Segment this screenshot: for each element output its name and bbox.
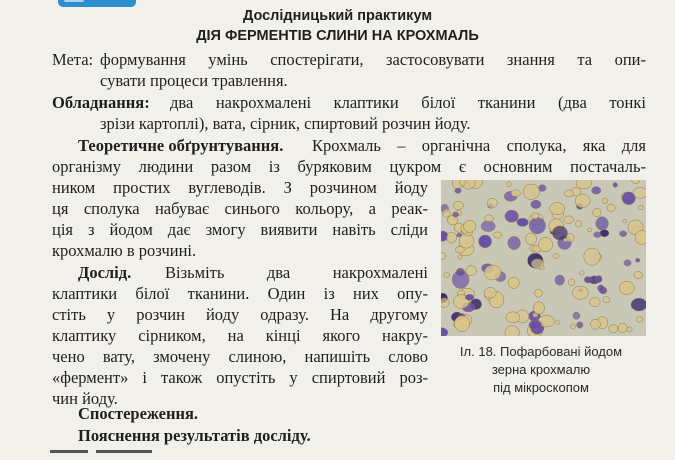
starch-granule	[441, 328, 448, 336]
starch-granule	[523, 184, 540, 199]
starch-granule	[458, 255, 462, 259]
starch-granule	[634, 272, 642, 279]
starch-micrograph-image	[441, 180, 646, 336]
theory-text-line3: ником простих вуглеводів. З розчином йоду	[52, 178, 428, 197]
theory-label: Теоретичне обґрунтування.	[78, 136, 284, 155]
starch-granule	[508, 277, 519, 288]
starch-granule	[592, 187, 601, 194]
starch-granule	[573, 312, 580, 319]
figure-caption-line1: Іл. 18. Пофарбовані йодом	[459, 344, 623, 359]
theory-text-line1: Крохмаль – органічна сполука, яка для	[312, 136, 646, 155]
starch-granule	[584, 248, 600, 265]
starch-granule	[465, 294, 474, 300]
theory-text-line4: ця сполука набуває синього кольору, а реак-	[52, 199, 428, 218]
starch-granule	[564, 190, 573, 197]
practicum-title: ДІЯ ФЕРМЕНТІВ СЛИНИ НА КРОХМАЛЬ	[196, 28, 479, 44]
starch-granule	[636, 258, 640, 262]
starch-granule	[443, 209, 451, 217]
starch-granule	[506, 312, 520, 323]
starch-granule	[455, 247, 464, 254]
theory-text-line2: організму людини разом із буряковим цукром є основним постачаль-	[52, 157, 646, 176]
starch-granule	[517, 218, 529, 226]
starch-granule	[603, 297, 610, 303]
starch-granule	[635, 230, 646, 244]
starch-granule	[607, 204, 615, 211]
starch-granule	[602, 198, 608, 204]
starch-granule	[531, 259, 544, 268]
experiment-text-line3: стіть у розчин йоду одразу. На другому	[52, 305, 428, 324]
starch-granule	[572, 286, 588, 299]
starch-granule	[529, 320, 542, 329]
starch-granule	[576, 220, 582, 227]
experiment-text-line2: клаптики білої тканини. Один із них опу-	[52, 284, 428, 303]
goal-label: Мета:	[52, 50, 94, 69]
starch-granule	[568, 279, 575, 286]
starch-granule	[577, 322, 583, 328]
starch-granule	[593, 208, 601, 216]
starch-granule	[457, 233, 462, 237]
starch-granule	[531, 200, 541, 208]
starch-granule	[598, 285, 605, 292]
starch-granule	[526, 233, 537, 245]
next-section-cutoff	[50, 450, 170, 460]
starch-granule	[441, 253, 446, 260]
starch-granule	[576, 180, 592, 189]
starch-granule	[453, 212, 459, 217]
starch-granule	[511, 190, 520, 197]
starch-granule	[538, 237, 552, 251]
theory-text-line6: крохмалю в розчині.	[52, 241, 197, 260]
starch-granule	[506, 182, 511, 187]
starch-granule	[618, 323, 627, 333]
equipment-text-line1: два накрохмалені клаптики білої тканини (два тонкі	[170, 93, 646, 112]
equipment-label: Обладнання:	[52, 93, 150, 112]
starch-granule	[481, 221, 495, 232]
starch-granule	[454, 316, 469, 332]
starch-granule	[505, 326, 520, 336]
starch-granule	[619, 281, 634, 294]
starch-granule	[594, 232, 602, 238]
experiment-text-line5: чено вату, змочену слиною, напишіть слово	[52, 347, 428, 366]
starch-granule	[485, 215, 494, 222]
starch-granule	[441, 298, 449, 307]
starch-granule	[638, 206, 644, 210]
starch-granule	[564, 216, 574, 224]
goal-text-line2: сувати процеси травлення.	[100, 71, 288, 90]
starch-granule	[596, 276, 602, 283]
theory-text-line5: ція з йодом дає змогу виявити навіть сліди	[52, 220, 428, 239]
starch-granule	[587, 228, 591, 232]
starch-granule	[453, 201, 463, 209]
starch-granule	[627, 327, 632, 332]
chapter-tab-marker	[58, 0, 136, 7]
starch-granule	[459, 180, 465, 186]
starch-granule	[556, 321, 560, 325]
experiment-text-line6: «фермент» і також опустіть у спиртовий роз-	[52, 368, 428, 387]
experiment-text-line7: чин йоду.	[52, 389, 118, 408]
starch-granule	[580, 271, 585, 276]
starch-granule	[494, 232, 502, 238]
starch-granule	[590, 298, 601, 307]
figure-caption-line3: під мікроскопом	[493, 380, 589, 395]
starch-granule	[552, 226, 567, 240]
goal-text-line1: формування умінь спостерігати, застосовувати знання та опи-	[100, 50, 646, 69]
explanation-heading: Пояснення результатів досліду.	[78, 426, 311, 445]
starch-granule	[622, 192, 635, 205]
starch-granule	[466, 266, 477, 276]
starch-granule	[575, 194, 590, 208]
starch-granule	[570, 324, 575, 329]
experiment-text-line1: Візьміть два накрохмалені	[165, 263, 428, 282]
starch-granule	[484, 287, 496, 298]
starch-granule	[553, 254, 559, 259]
starch-granule	[596, 217, 609, 230]
starch-granule	[609, 325, 618, 333]
starch-granule	[535, 289, 543, 297]
section-heading: Дослідницький практикум	[242, 8, 433, 24]
starch-granule	[487, 198, 497, 208]
starch-granule	[479, 235, 492, 248]
starch-granule	[444, 273, 450, 278]
starch-granule	[624, 260, 631, 266]
starch-granule	[447, 232, 457, 243]
starch-granule	[464, 220, 476, 232]
starch-granule	[533, 302, 544, 314]
starch-granule	[529, 217, 545, 233]
starch-granule	[508, 236, 521, 249]
observation-heading: Спостереження.	[78, 404, 199, 423]
starch-granule	[620, 231, 627, 237]
starch-granule	[623, 220, 627, 223]
starch-granule	[505, 210, 519, 222]
starch-granule	[455, 188, 461, 193]
starch-granule	[636, 317, 643, 322]
equipment-text-line2: зрізи картоплі), вата, сірник, спиртовий розчин йоду.	[100, 114, 471, 133]
experiment-text-line4: клаптику сірником, на кінці якого накру-	[52, 326, 428, 345]
starch-granule	[613, 183, 617, 188]
figure-caption-line2: зерна крохмалю	[491, 362, 591, 377]
starch-granule	[584, 277, 591, 283]
starch-granule	[550, 203, 565, 215]
starch-granule	[532, 213, 539, 219]
starch-granule	[484, 265, 501, 280]
starch-granule	[591, 319, 601, 329]
experiment-label: Дослід.	[78, 263, 132, 282]
starch-granule	[632, 180, 640, 184]
starch-granule	[555, 275, 565, 285]
starch-granule	[631, 298, 646, 311]
